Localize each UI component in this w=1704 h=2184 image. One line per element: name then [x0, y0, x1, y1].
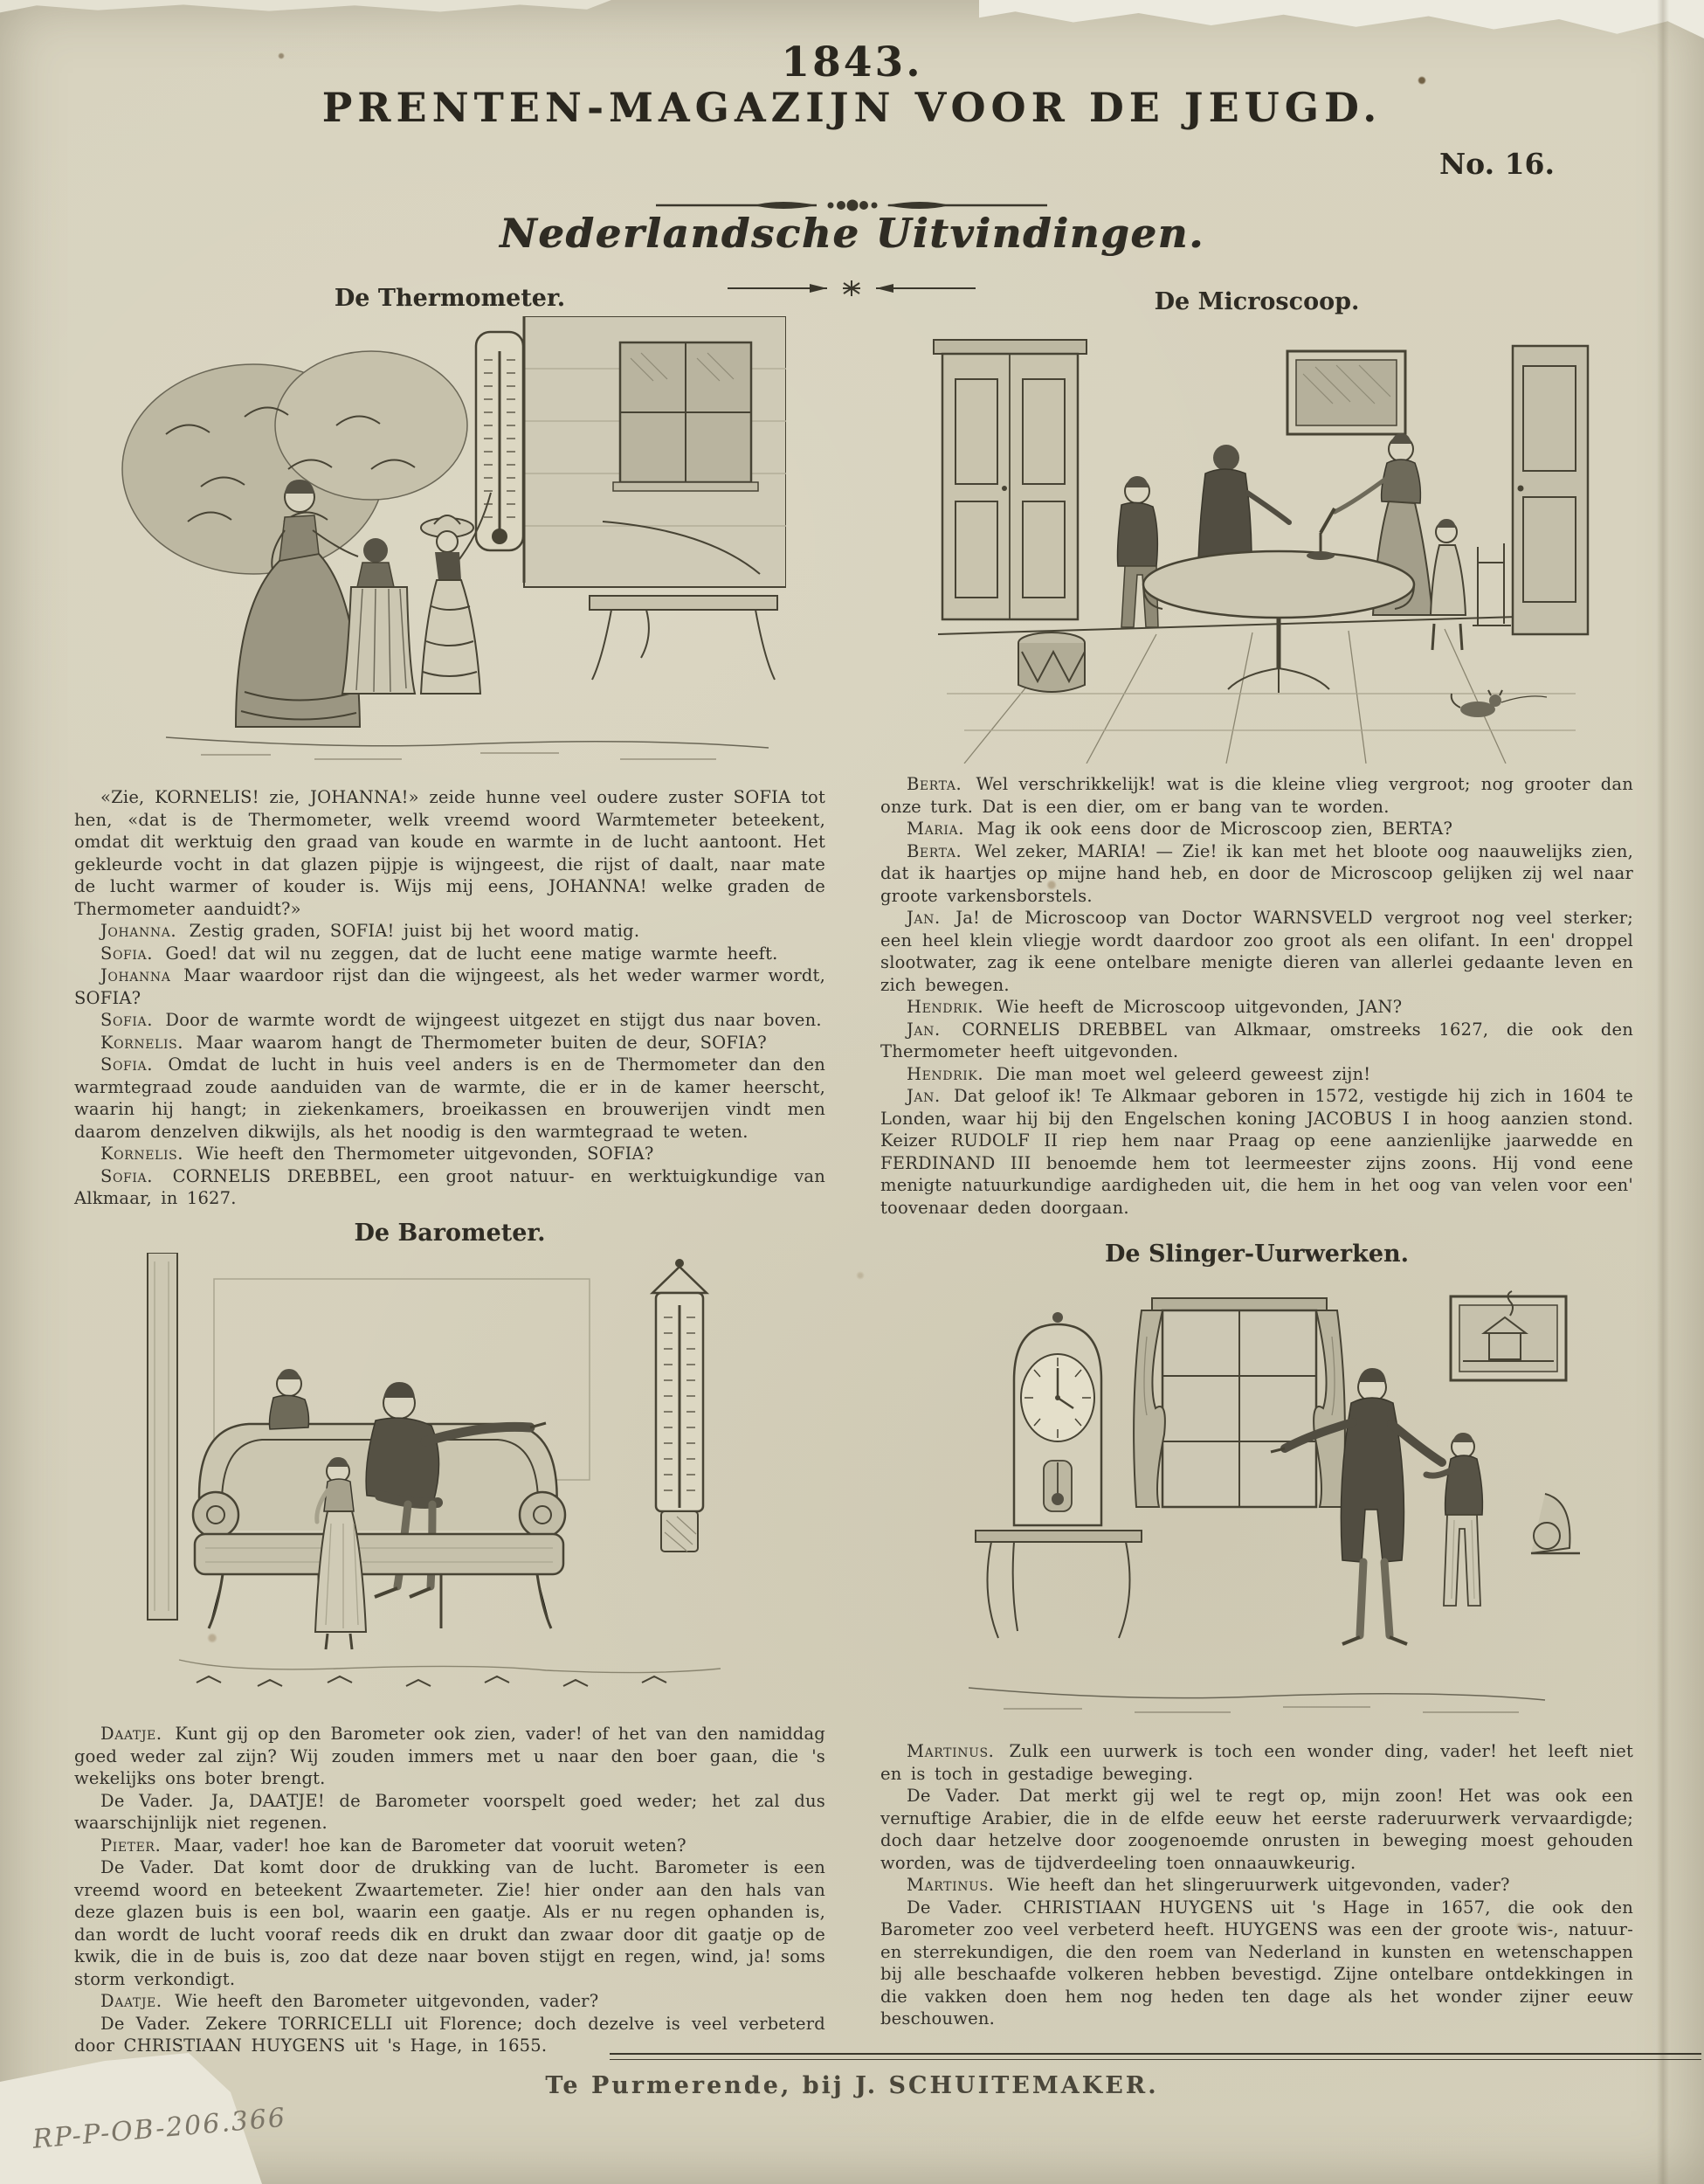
dialogue-paragraph: Sofia. Goed! dat wil nu zeggen, dat de lucht eene matige warmte heeft.: [100, 943, 778, 964]
dialogue-paragraph: Martinus. Wie heeft dan het slingeruurwerk uitgevonden, vader?: [907, 1875, 1510, 1895]
speaker-name: Hendrik.: [907, 997, 984, 1017]
issue-number: No. 16.: [1439, 147, 1555, 181]
speaker-name: De Vader.: [100, 2013, 191, 2034]
dialogue-paragraph: Jan. CORNELIS DREBBEL van Alkmaar, omstreeks 1627, die ook den Thermometer heeft uitgevonden.: [880, 1019, 1633, 1061]
dialogue-paragraph: «Zie, KORNELIS! zie, JOHANNA!» zeide hunne veel oudere zuster SOFIA tot hen, «dat is de Thermometer, welk vreemd woord Warmtemeter beteekent, omdat dit werktuig den graad van koude en warmte in de lucht aantoont. Het gekleurde vocht in dat glazen pijpje is wijngeest, die rijst of daalt, naar mate de lucht warmer of kouder is. Wijs mij eens, JOHANNA! welke graden de Thermometer aanduidt?»: [74, 787, 825, 919]
dialogue-paragraph: Daatje. Wie heeft den Barometer uitgevonden, vader?: [100, 1991, 599, 2011]
speaker-name: Daatje.: [100, 1724, 162, 1744]
dialogue-paragraph: Sofia. CORNELIS DREBBEL, een groot natuur- en werktuigkundige van Alkmaar, in 1627.: [74, 1165, 825, 1208]
speaker-name: Kornelis.: [100, 1144, 184, 1164]
dialogue-paragraph: Sofia. Omdat de lucht in huis veel anders is en de Thermometer dan den warmtegraad zoude aanduiden van de warmte, die er in de kamer heerscht, waarin hij hangt; in ziekenkamers, broeikassen en brouwerijen vindt men daarom denzelven dikwijls, als het noodig is den warmtegraad te weten.: [74, 1054, 825, 1142]
page-subtitle: Nederlandsche Uitvindingen.: [500, 210, 1204, 257]
dialogue-paragraph: Pieter. Maar, vader! hoe kan de Barometer dat vooruit weten?: [100, 1835, 686, 1856]
speaker-name: Johanna.: [100, 921, 177, 941]
paper-crease: [1657, 0, 1669, 2184]
thermometer-scene-illustration: [74, 316, 825, 779]
speaker-name: Berta.: [907, 840, 962, 861]
speaker-name: Jan.: [907, 908, 941, 928]
speaker-name: Kornelis.: [100, 1032, 184, 1053]
speaker-name: Maria.: [907, 819, 965, 839]
section-heading-barometer: De Barometer.: [354, 1220, 546, 1247]
dialogue-paragraph: Daatje. Kunt gij op den Barometer ook zien, vader! of het van den namiddag goed weder zal zijn? Wij zouden immers met u naar den boer gaan, die 's wekelijks ons boter brengt.: [74, 1724, 825, 1788]
speaker-name: Daatje.: [100, 1991, 162, 2011]
dialogue-paragraph: De Vader. Dat komt door de drukking van de lucht. Barometer is een vreemd woord en beteekent Zwaartemeter. Zie! hier onder aan den hals van deze glazen buis is een bol, waarin een gaatje. Als er nu regen ophanden is, dan wordt de lucht vooraf reeds dik en drukt dan zwaar door dit gaatje op de kwik, die in de buis is, zoo dat deze naar boven stijgt en regen, wind, ja! soms storm verkondigt.: [74, 1857, 825, 1989]
speaker-name: Jan.: [907, 1019, 941, 1040]
dialogue-paragraph: Jan. Ja! de Microscoop van Doctor WARNSVELD vergroot nog veel sterker; een heel klein vliegje wordt daardoor zoo groot als een olifant. In een' droppel slootwater, zag ik eene ontelbare menigte dieren van allerlei gedaante leven en zich bewegen.: [880, 908, 1633, 995]
dialogue-paragraph: De Vader. Dat merkt gij wel te regt op, mijn zoon! Het was ook een vernuftige Arabier, die in de elfde eeuw het eerste raderuurwerk vervaardigde; doch daar hetzelve door zoogenoemde onrusten in beweging moest gehouden worden, was de tijdverdeeling toen onnaauwkeurig.: [880, 1786, 1633, 1873]
dialogue-paragraph: Jan. Dat geloof ik! Te Alkmaar geboren in 1572, vestigde hij zich in 1604 te Londen, waar hij bij den Engelschen koning JACOBUS I in hoog aanzien stond. Keizer RUDOLF II riep hem naar Praag op eene aanzienlijke jaarwedde en FERDINAND III benoemde hem tot leermeester zijns zoons. Hij vond eene menigte natuurkundige aardigheden uit, die hem in het oog van velen voor een' toovenaar deden doorgaan.: [880, 1086, 1633, 1218]
microscoop-scene-illustration: [880, 327, 1633, 764]
speaker-name: Johanna: [100, 965, 171, 985]
dialogue-paragraph: De Vader. Zekere TORRICELLI uit Florence; doch dezelve is veel verbeterd door CHRISTIAAN HUYGENS uit 's Hage, in 1655.: [74, 2013, 825, 2056]
speaker-name: Martinus.: [907, 1875, 995, 1895]
dialogue-paragraph: Maria. Mag ik ook eens door de Microscoop zien, BERTA?: [907, 819, 1453, 839]
page-year: 1843.: [781, 38, 923, 86]
dialogue-paragraph: De Vader. CHRISTIAAN HUYGENS uit 's Hage in 1657, die ook den Barometer zoo veel verbeterd heeft. HUYGENS was een der groote wis-, natuur- en sterrekundigen, die den roem van Nederland in kunsten en wetenschappen bij alle beschaafde volkeren hebben bevestigd. Zijne ontelbare ontdekkingen in die vakken doen hem nog heden ten dage als het wonder zijner eeuw beschouwen.: [880, 1897, 1633, 2028]
section-heading-microscoop: De Microscoop.: [1154, 288, 1360, 315]
speaker-name: Sofia.: [100, 1165, 153, 1186]
dialogue-paragraph: Berta. Wel zeker, MARIA! — Zie! ik kan met het bloote oog naauwelijks zien, dat ik haartjes op mijne hand heb, en door de Microscoop gelijken zij wel naar groote varkensborstels.: [880, 840, 1634, 906]
microscoop-dialogue-text: [880, 773, 1633, 1219]
speaker-name: Jan.: [907, 1086, 941, 1106]
dialogue-paragraph: De Vader. Ja, DAATJE! de Barometer voorspelt goed weder; het zal dus waarschijnlijk niet regenen.: [74, 1790, 825, 1833]
speaker-name: Sofia.: [100, 1054, 153, 1075]
section-heading-slinger-uurwerken: De Slinger-Uurwerken.: [1104, 1241, 1410, 1268]
barometer-scene-illustration: [74, 1253, 825, 1720]
speaker-name: De Vader.: [100, 1857, 195, 1877]
footer-rule: [610, 2053, 1701, 2060]
speaker-name: Hendrik.: [907, 1063, 984, 1084]
dialogue-paragraph: Hendrik. Wie heeft de Microscoop uitgevonden, JAN?: [907, 997, 1403, 1017]
speaker-name: Martinus.: [907, 1741, 995, 1761]
dialogue-paragraph: Kornelis. Wie heeft den Thermometer uitgevonden, SOFIA?: [100, 1144, 654, 1164]
speaker-name: De Vader.: [100, 1790, 194, 1811]
torn-paper-edge: [979, 0, 1704, 38]
slinger-dialogue-text: [880, 1740, 1633, 2030]
torn-paper-edge: [0, 0, 611, 16]
dialogue-paragraph: Johanna. Zestig graden, SOFIA! juist bij het woord matig.: [100, 921, 640, 941]
speaker-name: Sofia.: [100, 943, 153, 964]
barometer-dialogue-text: [74, 1723, 825, 2057]
dialogue-paragraph: Sofia. Door de warmte wordt de wijngeest uitgezet en stijgt dus naar boven.: [100, 1010, 822, 1030]
inventory-number-handwritten: RP-P-OB-206.366: [31, 2102, 288, 2155]
dialogue-paragraph: Johanna Maar waardoor rijst dan die wijngeest, als het weder warmer wordt, SOFIA?: [74, 965, 825, 1008]
section-heading-thermometer: De Thermometer.: [334, 285, 566, 312]
speaker-name: Pieter.: [100, 1835, 162, 1856]
speaker-name: Berta.: [907, 774, 962, 794]
dialogue-paragraph: Martinus. Zulk een uurwerk is toch een wonder ding, vader! het leeft niet en is toch in gestadige beweging.: [880, 1741, 1633, 1784]
imprint: Te Purmerende, bij J. SCHUITEMAKER.: [545, 2072, 1159, 2099]
thermometer-dialogue-text: [74, 786, 825, 1210]
speaker-name: De Vader.: [907, 1786, 1001, 1806]
dialogue-paragraph: Berta. Wel verschrikkelijk! wat is die kleine vlieg vergroot; nog grooter dan onze turk. Dat is een dier, om er bang van te worden.: [880, 774, 1634, 817]
slinger-uurwerk-scene-illustration: [880, 1275, 1633, 1725]
speaker-name: De Vader.: [907, 1897, 1003, 1918]
dialogue-paragraph: Hendrik. Die man moet wel geleerd geweest zijn!: [907, 1063, 1371, 1084]
dialogue-paragraph: Kornelis. Maar waarom hangt de Thermometer buiten de deur, SOFIA?: [100, 1032, 767, 1053]
speaker-name: Sofia.: [100, 1010, 153, 1030]
page-title: PRENTEN-MAGAZIJN VOOR DE JEUGD.: [321, 84, 1383, 131]
